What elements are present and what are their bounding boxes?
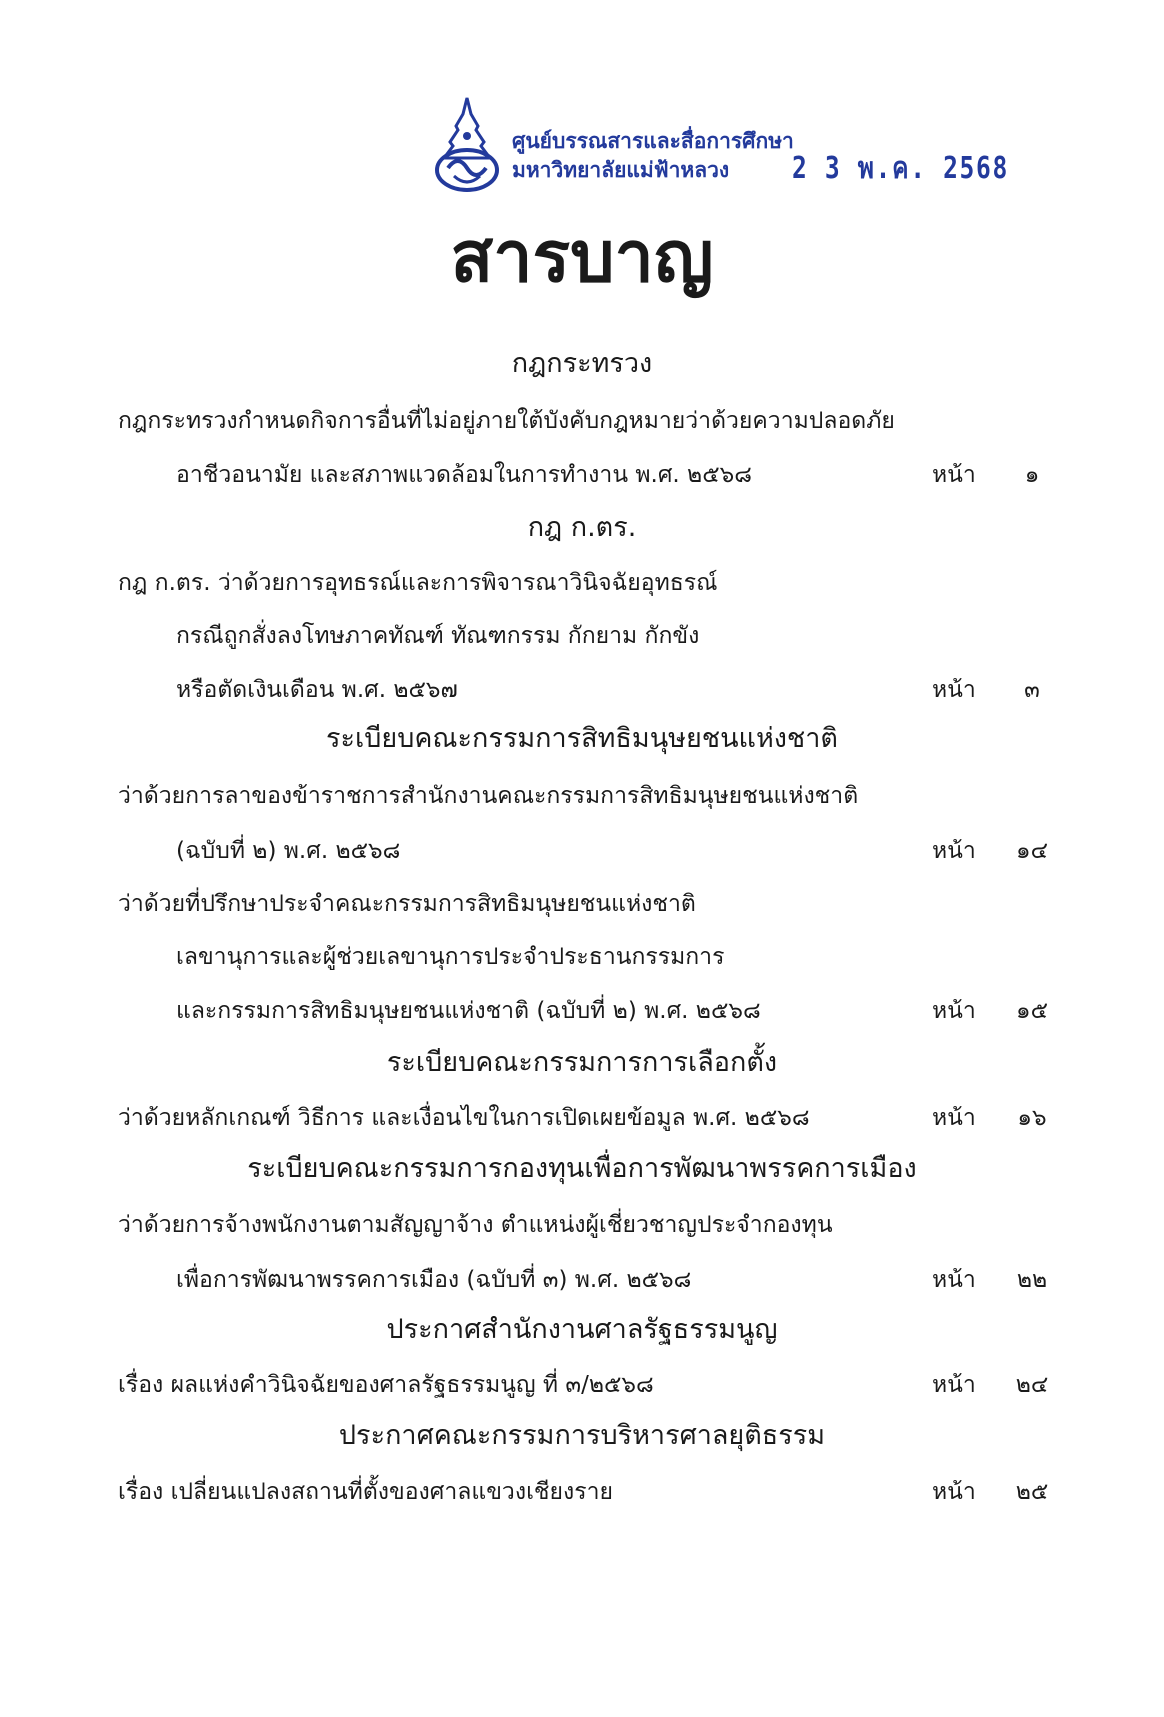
entry-line: ว่าด้วยการลาของข้าราชการสำนักงานคณะกรรมการสิทธิมนุษยชนแห่งชาติ [118,783,859,809]
page-number: ๓ [1024,677,1040,703]
entry-line: กฎ ก.ตร. ว่าด้วยการอุทธรณ์และการพิจารณาวินิจฉัยอุทธรณ์ [118,570,718,596]
section-heading: ประกาศสำนักงานศาลรัฐธรรมนูญ [386,1314,778,1345]
page-label: หน้า [932,998,976,1024]
section-heading: ระเบียบคณะกรรมการสิทธิมนุษยชนแห่งชาติ [326,723,838,754]
page-label: หน้า [932,677,976,703]
stamp-line-1: ศูนย์บรรณสารและสื่อการศึกษา [512,129,794,153]
section-heading: กฎกระทรวง [511,348,653,379]
page-number: ๒๒ [1016,1267,1048,1293]
page-label: หน้า [932,462,976,488]
entry-line: อาชีวอนามัย และสภาพแวดล้อมในการทำงาน พ.ศ. ๒๕๖๘ [176,462,752,488]
page-number: ๑๔ [1015,838,1048,864]
entry-line: เรื่อง เปลี่ยนแปลงสถานที่ตั้งของศาลแขวงเชียงราย [118,1479,613,1505]
section-heading: กฎ ก.ตร. [527,512,637,543]
entry-line: ว่าด้วยที่ปรึกษาประจำคณะกรรมการสิทธิมนุษยชนแห่งชาติ [118,891,696,917]
page-label: หน้า [932,1267,976,1293]
entry-line: และกรรมการสิทธิมนุษยชนแห่งชาติ (ฉบับที่ ๒) พ.ศ. ๒๕๖๘ [176,998,761,1024]
page-number: ๑๖ [1017,1105,1047,1131]
section-heading: ระเบียบคณะกรรมการการเลือกตั้ง [386,1047,778,1078]
page-number: ๑ [1024,462,1040,488]
entry-line: ว่าด้วยหลักเกณฑ์ วิธีการ และเงื่อนไขในการเปิดเผยข้อมูล พ.ศ. ๒๕๖๘ [118,1105,810,1131]
university-seal-icon [432,96,502,194]
stamp-date: 2 3 พ.ค. 2568 [792,151,1009,186]
page-number: ๒๔ [1015,1372,1049,1398]
entry-line: เลขานุการและผู้ช่วยเลขานุการประจำประธานกรรมการ [176,944,725,970]
entry-line: หรือตัดเงินเดือน พ.ศ. ๒๕๖๗ [176,677,458,703]
entry-line: (ฉบับที่ ๒) พ.ศ. ๒๕๖๘ [176,838,401,864]
page-label: หน้า [932,1372,976,1398]
section-heading: ประกาศคณะกรรมการบริหารศาลยุติธรรม [338,1420,826,1451]
page-number: ๑๕ [1015,998,1048,1024]
page-label: หน้า [932,838,976,864]
entry-line: เรื่อง ผลแห่งคำวินิจฉัยของศาลรัฐธรรมนูญ ที่ ๓/๒๕๖๘ [118,1372,654,1398]
entry-line: เพื่อการพัฒนาพรรคการเมือง (ฉบับที่ ๓) พ.ศ. ๒๕๖๘ [176,1267,692,1293]
stamp-text [512,127,794,185]
entry-line: กรณีถูกสั่งลงโทษภาคทัณฑ์ ทัณฑกรรม กักยาม กักขัง [176,623,700,649]
entry-line: กฎกระทรวงกำหนดกิจการอื่นที่ไม่อยู่ภายใต้บังคับกฎหมายว่าด้วยความปลอดภัย [118,408,895,434]
page-label: หน้า [932,1105,976,1131]
page-title: สารบาญ [450,216,714,298]
stamp-line-2: มหาวิทยาลัยแม่ฟ้าหลวง [512,158,730,182]
page-number: ๒๕ [1015,1479,1049,1505]
page-label: หน้า [932,1479,976,1505]
section-heading: ระเบียบคณะกรรมการกองทุนเพื่อการพัฒนาพรรคการเมือง [247,1153,917,1184]
entry-line: ว่าด้วยการจ้างพนักงานตามสัญญาจ้าง ตำแหน่งผู้เชี่ยวชาญประจำกองทุน [118,1212,833,1238]
